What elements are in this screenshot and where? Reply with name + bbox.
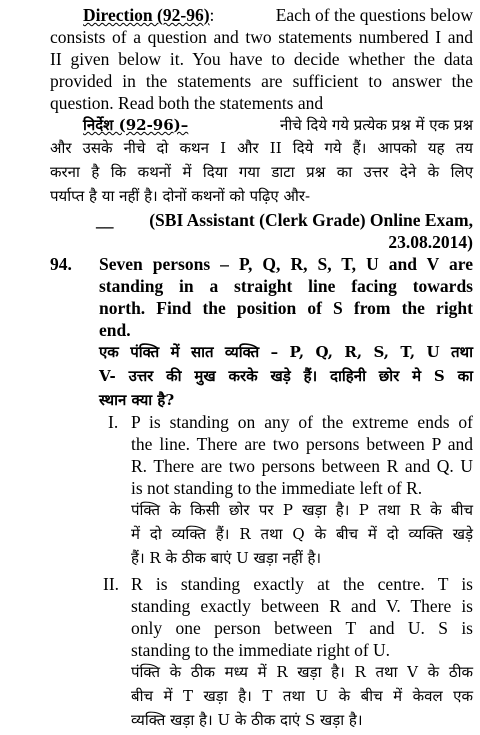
statement-hindi: हैं। R के ठीक बाएं U खड़ा नहीं है। <box>131 549 322 567</box>
statement-hindi: व्यक्ति खड़ा है। U के ठीक दाएं S खड़ा है। <box>131 711 363 729</box>
direction-text: question. Read both the statements and <box>50 93 324 113</box>
statement-hindi: में दो व्यक्ति हैं। R तथा Q के बीच में दो व्यक्ति खड़े <box>131 525 473 543</box>
statement-text: only one person between T and U. S is <box>131 618 473 638</box>
question-hindi: V- उत्तर की मुख करके खड़े हैं। दाहिनी छोर मे S का <box>99 367 473 385</box>
statement-text: standing exactly between R and V. There is <box>131 596 473 616</box>
source-line-1 <box>96 209 473 231</box>
direction-line-1 <box>83 4 473 26</box>
nirdesh-label: निर्देश (92-96)– <box>83 116 189 134</box>
source-date: 23.08.2014) <box>388 232 473 252</box>
source-blank: __ <box>96 210 114 230</box>
nirdesh-text: नीचे दिये गये प्रत्येक प्रश्न में एक प्रश्न <box>280 116 473 134</box>
direction-label-suffix: : <box>209 5 215 25</box>
statement-text: R is standing exactly at the centre. T is <box>131 574 473 594</box>
direction-text: provided in the statements are sufficient to answer the <box>50 71 473 91</box>
statement-hindi: बीच में T खड़ा है। T तथा U के बीच में केवल एक <box>131 687 473 705</box>
statement-text: standing to the immediate right of U. <box>131 640 391 660</box>
question-number: 94. <box>50 254 72 274</box>
statement-text: R. There are two persons between R and Q. U <box>131 456 473 476</box>
nirdesh-line-1 <box>83 114 473 136</box>
direction-label: Direction (92-96) <box>83 5 210 25</box>
nirdesh-text: और उसके नीचे दो कथन I और II दिये गये हैं। आपको यह तय <box>50 139 473 157</box>
statement-numeral: II. <box>103 574 120 594</box>
statement-numeral: I. <box>108 412 119 432</box>
direction-text: consists of a question and two statements numbered I and <box>50 27 473 47</box>
question-text: end. <box>99 320 131 340</box>
statement-text: is not standing to the immediate left of R. <box>131 478 423 498</box>
question-text: standing in a straight line facing towards <box>99 276 473 296</box>
nirdesh-text: पर्याप्त है या नहीं है। दोनों कथनों को पढ़िए और- <box>50 187 311 205</box>
statement-hindi: पंक्ति के किसी छोर पर P खड़ा है। P तथा R के बीच <box>131 501 473 519</box>
statement-text: the line. There are two persons between P and <box>131 434 473 454</box>
question-hindi: स्थान क्या है? <box>99 391 175 409</box>
statement-hindi: पंक्ति के ठीक मध्य में R खड़ा है। R तथा V के ठीक <box>131 663 473 681</box>
question-text: Seven persons – P, Q, R, S, T, U and V are <box>99 254 473 274</box>
question-hindi: एक पंक्ति में सात व्यक्ति – P, Q, R, S, T, U तथा <box>99 343 473 361</box>
nirdesh-text: करना है कि कथनों में दिया गया डाटा प्रश्न का उत्तर देने के लिए <box>50 163 473 181</box>
question-text: north. Find the position of S from the right <box>99 298 473 318</box>
direction-text: II given below it. You have to decide whether the data <box>50 49 473 69</box>
statement-text: P is standing on any of the extreme ends of <box>131 412 473 432</box>
source-exam: (SBI Assistant (Clerk Grade) Online Exam, <box>149 210 473 230</box>
direction-text: Each of the questions below <box>275 5 473 25</box>
